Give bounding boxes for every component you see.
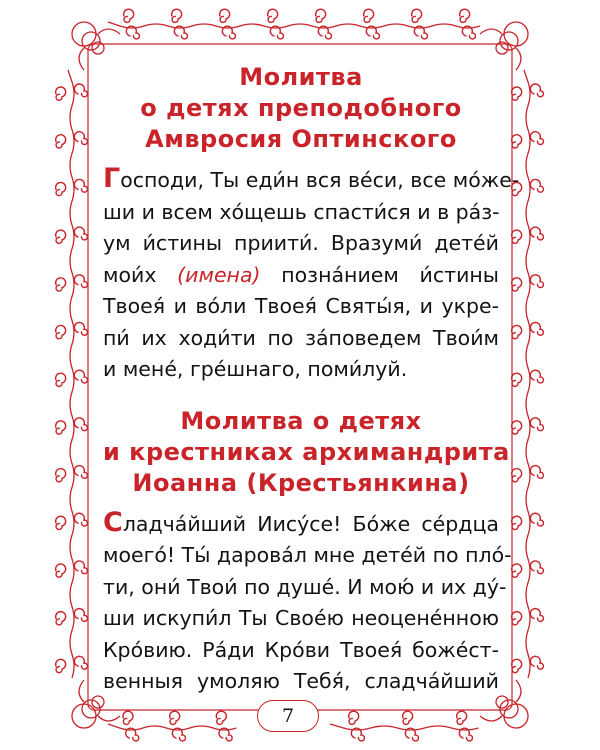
prayer1-line — [103, 260, 499, 292]
prayer1-line-text: осподи, Ты еди́н вся ве́си, все мо́же- — [120, 168, 520, 192]
prayer2-line: Кро́вию. Ра́ди Кро́ви Твоея́ боже́ст- — [103, 637, 499, 662]
prayer1-line: ум и́стины приити́. Вразуми́ дете́й — [103, 231, 499, 255]
prayer2-line: ти, они́ Твои́ по душе́. И мою́ и их ду́- — [103, 574, 507, 599]
prayer1-line — [103, 163, 520, 197]
prayer2-line: моего́! Ты́ дарова́л мне дете́й по пло́- — [103, 543, 512, 567]
page-content — [103, 60, 520, 698]
prayer2-line: ши искупи́л Ты Свое́ю неоцене́нною — [103, 606, 499, 630]
prayer1-dropcap: Г — [103, 163, 121, 194]
prayer1-title-line: о детях преподобного — [140, 94, 462, 122]
prayer2-line-text: ладча́йший Иису́се! Бо́же се́рдца — [122, 511, 499, 536]
prayer1-line-text: мои́х — [103, 262, 178, 287]
prayer1-line-text: позна́нием и́стины — [260, 262, 499, 287]
prayer2-text — [103, 506, 512, 698]
prayer2-line — [103, 507, 499, 541]
prayer2-title — [103, 406, 510, 499]
page-number: 7 — [257, 700, 319, 732]
prayer2-line: венныя умоляю Тебя́, сладча́йший — [103, 669, 499, 693]
prayer2-title-line: и крестниках архимандрита — [103, 437, 510, 466]
prayer1-title-line: Амвросия Оптинского — [145, 125, 457, 153]
prayer1-title — [103, 62, 499, 155]
prayer1-line: пи́ их ходи́ти по за́поведем Твои́м — [103, 325, 499, 350]
prayer1-title-line: Молитва — [239, 63, 363, 91]
prayer1-line: ши и всем хо́щешь спасти́ся и в ра́з- — [103, 199, 500, 224]
prayer2-dropcap: С — [103, 506, 123, 538]
names-placeholder: (имена) — [177, 262, 261, 287]
prayer2-title-line: Молитва о детях — [180, 406, 422, 435]
prayer1-line: Твоея́ и во́ли Твоея́ Святы́я, и укре- — [103, 294, 499, 318]
prayer1-line: и мене́, гре́шнаго, поми́луй. — [103, 357, 408, 381]
prayer2-title-line: Иоанна (Крестьянкина) — [132, 468, 470, 497]
prayer1-text — [103, 163, 520, 386]
